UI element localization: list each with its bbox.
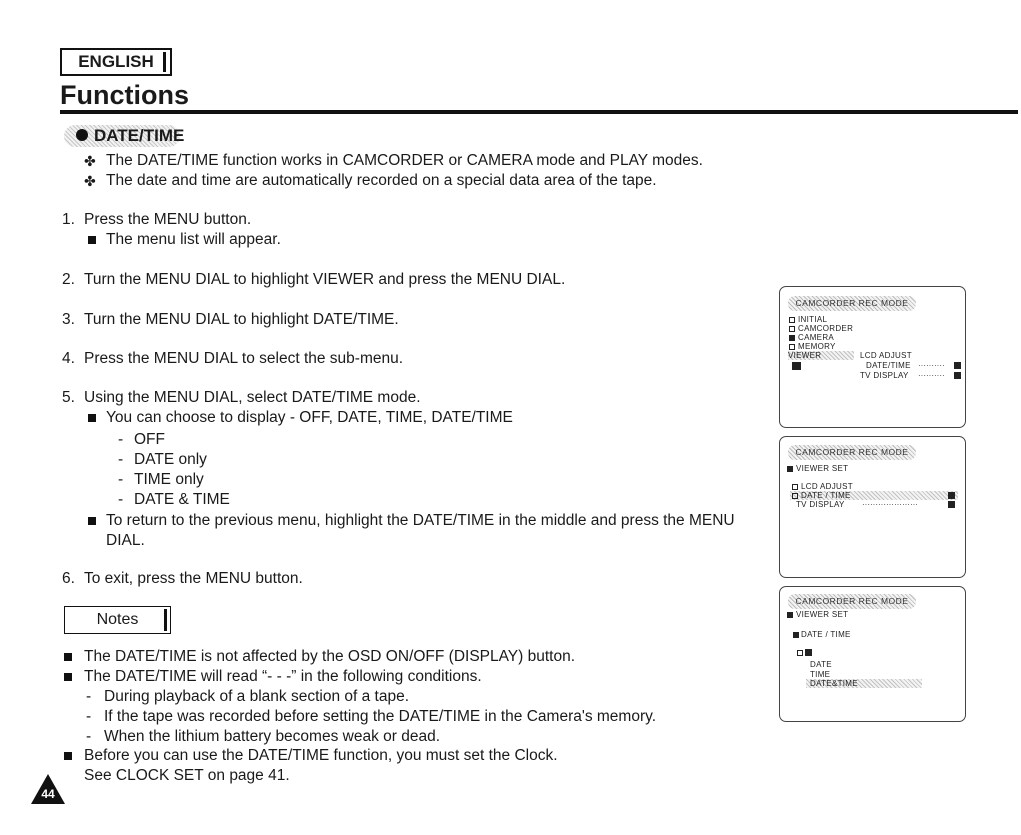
menu-item: TV DISPLAY xyxy=(796,500,845,509)
step-4-text: Press the MENU DIAL to select the sub-menu. xyxy=(84,350,404,367)
dash-marker: - xyxy=(118,451,124,468)
screen-title: VIEWER SET xyxy=(796,464,849,473)
step-number: 5. xyxy=(62,389,75,406)
screen-title: VIEWER SET xyxy=(796,610,849,619)
viewer-icon xyxy=(792,362,801,370)
step-3-text: Turn the MENU DIAL to highlight DATE/TIME. xyxy=(84,311,399,328)
intro-line-1: The DATE/TIME function works in CAMCORDER or CAMERA mode and PLAY modes. xyxy=(106,152,703,169)
viewer-icon xyxy=(787,466,793,472)
option-item: DATE & TIME xyxy=(134,491,230,508)
viewer-icon xyxy=(787,612,793,618)
square-bullet-icon xyxy=(64,673,72,681)
clover-bullet-icon: ✤ xyxy=(84,173,96,189)
menu-item: LCD ADJUST xyxy=(801,482,853,491)
section-heading: DATE/TIME xyxy=(94,126,185,145)
note-1: The DATE/TIME is not affected by the OSD ON/OFF (DISPLAY) button. xyxy=(84,648,576,665)
clock-icon xyxy=(792,493,798,499)
step-number: 4. xyxy=(62,350,75,367)
clover-bullet-icon: ✤ xyxy=(84,153,96,169)
dash-marker: - xyxy=(86,728,92,745)
menu-item: CAMERA xyxy=(798,333,835,342)
square-bullet-icon xyxy=(88,414,96,422)
step-number: 3. xyxy=(62,311,75,328)
square-bullet-icon xyxy=(64,752,72,760)
tape-icon xyxy=(789,317,795,323)
note-condition: When the lithium battery becomes weak or dead. xyxy=(104,728,441,745)
leader-dots: ·········· xyxy=(918,371,945,380)
leader-dots: ····················· xyxy=(862,500,918,509)
menu-item: MEMORY xyxy=(798,342,836,351)
camera-icon xyxy=(789,335,795,341)
note-condition: During playback of a blank section of a tape. xyxy=(104,688,410,705)
setting-icon xyxy=(954,372,961,379)
dash-marker: - xyxy=(118,431,124,448)
step-5-text: Using the MENU DIAL, select DATE/TIME mode. xyxy=(84,389,421,406)
step-5-sub-1: You can choose to display - OFF, DATE, TIME, DATE/TIME xyxy=(106,409,513,426)
screen-3-header: CAMCORDER REC MODE xyxy=(788,594,916,609)
notes-heading: Notes xyxy=(64,606,171,634)
option-item: OFF xyxy=(134,431,165,448)
option-item: TIME only xyxy=(134,471,204,488)
setting-icon xyxy=(948,492,955,499)
option-item: DATE xyxy=(810,660,832,669)
note-3: Before you can use the DATE/TIME function, you must set the Clock. xyxy=(84,747,558,764)
dash-marker: - xyxy=(118,471,124,488)
submenu-title: DATE / TIME xyxy=(801,630,851,639)
menu-item: INITIAL xyxy=(798,315,828,324)
bullet-dot-icon xyxy=(76,129,88,141)
submenu-item: TV DISPLAY xyxy=(860,371,909,380)
dash-marker: - xyxy=(118,491,124,508)
note-condition: If the tape was recorded before setting the DATE/TIME in the Camera's memory. xyxy=(104,708,657,725)
option-item-selected: DATE&TIME xyxy=(810,679,858,688)
option-item: TIME xyxy=(810,670,831,679)
page-title: Functions xyxy=(60,80,189,110)
intro-line-2: The date and time are automatically recorded on a special data area of the tape. xyxy=(106,172,657,189)
submenu-item: DATE/TIME xyxy=(866,361,911,370)
note-3-cont: See CLOCK SET on page 41. xyxy=(84,767,290,784)
square-bullet-icon xyxy=(88,236,96,244)
setting-icon xyxy=(954,362,961,369)
dash-marker: - xyxy=(86,688,92,705)
off-icon xyxy=(797,650,803,656)
step-5-sub-2-cont: DIAL. xyxy=(106,532,145,549)
tape-icon xyxy=(789,326,795,332)
screen-1-header: CAMCORDER REC MODE xyxy=(788,296,916,311)
step-number: 1. xyxy=(62,211,75,228)
menu-item-selected: VIEWER xyxy=(788,351,854,360)
submenu-item: LCD ADJUST xyxy=(860,351,912,360)
language-label: ENGLISH xyxy=(60,48,172,76)
menu-item: CAMCORDER xyxy=(798,324,854,333)
square-bullet-icon xyxy=(64,653,72,661)
step-1-text: Press the MENU button. xyxy=(84,211,252,228)
leader-dots: ·········· xyxy=(918,361,945,370)
option-item: DATE only xyxy=(134,451,207,468)
step-6-text: To exit, press the MENU button. xyxy=(84,570,303,587)
clock-icon xyxy=(793,632,799,638)
setting-icon xyxy=(948,501,955,508)
setting-icon xyxy=(805,649,812,656)
lcd-icon xyxy=(792,484,798,490)
note-2: The DATE/TIME will read “- - -” in the following conditions. xyxy=(84,668,482,685)
step-number: 6. xyxy=(62,570,75,587)
dash-marker: - xyxy=(86,708,92,725)
step-1-sub: The menu list will appear. xyxy=(106,231,281,248)
page-number: 44 xyxy=(41,787,55,801)
title-divider xyxy=(60,110,1018,114)
menu-item-selected: DATE / TIME xyxy=(801,491,851,500)
screen-2-header: CAMCORDER REC MODE xyxy=(788,445,916,460)
square-bullet-icon xyxy=(88,517,96,525)
step-number: 2. xyxy=(62,271,75,288)
memory-icon xyxy=(789,344,795,350)
step-2-text: Turn the MENU DIAL to highlight VIEWER and press the MENU DIAL. xyxy=(84,271,566,288)
step-5-sub-2: To return to the previous menu, highlight the DATE/TIME in the middle and press the MENU xyxy=(106,512,735,529)
